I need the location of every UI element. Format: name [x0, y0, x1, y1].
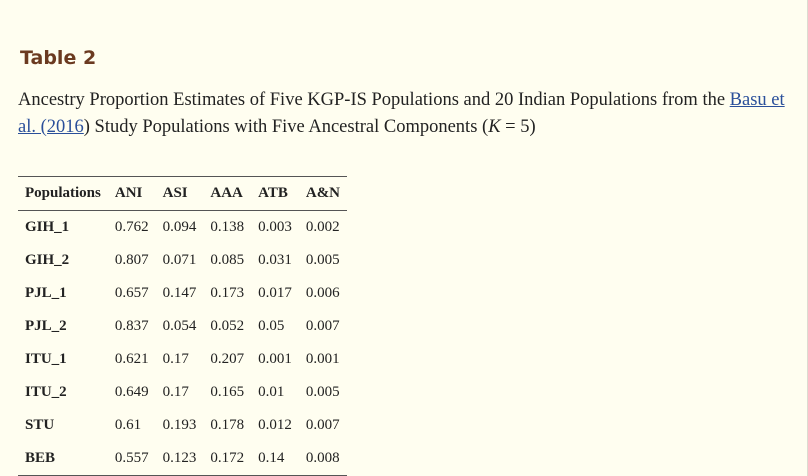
- table-cell: 0.01: [258, 384, 285, 400]
- table-cell: 0.621: [114, 351, 149, 367]
- population-name: GIH_2: [25, 252, 70, 268]
- column-header-populations: Populations: [25, 185, 101, 201]
- table-cell: 0.762: [114, 219, 149, 235]
- population-name: ITU_2: [25, 384, 67, 400]
- table-row: [18, 310, 347, 343]
- population-name: PJL_2: [25, 318, 67, 334]
- table-header-row: [18, 177, 347, 211]
- table-cell: 0.006: [305, 285, 340, 301]
- table-cell: 0.002: [305, 219, 340, 235]
- table-cell: 0.008: [305, 450, 340, 466]
- column-header-ani: ANI: [114, 185, 143, 201]
- column-header-atb: ATB: [258, 185, 288, 201]
- table-cell: 0.172: [210, 450, 245, 466]
- table-row: [18, 376, 347, 409]
- table-cell: 0.001: [305, 351, 340, 367]
- table-cell: 0.807: [114, 252, 149, 268]
- k-symbol: K: [488, 117, 501, 137]
- table-cell: 0.085: [210, 252, 245, 268]
- table-label: Table 2: [20, 47, 97, 69]
- table-cell: 0.123: [162, 450, 197, 466]
- table-cell: 0.837: [114, 318, 149, 334]
- table-row: [18, 211, 347, 245]
- table-cell: 0.178: [210, 417, 245, 433]
- table-cell: 0.147: [162, 285, 197, 301]
- population-name: STU: [25, 417, 55, 433]
- table-cell: 0.005: [305, 252, 340, 268]
- table-cell: 0.05: [258, 318, 285, 334]
- table-cell: 0.173: [210, 285, 245, 301]
- table-cell: 0.031: [258, 252, 292, 268]
- column-header-asi: ASI: [162, 185, 188, 201]
- table-cell: 0.649: [114, 384, 149, 400]
- table-cell: 0.165: [210, 384, 245, 400]
- table-cell: 0.017: [258, 285, 292, 301]
- caption-text: Ancestry Proportion Estimates of Five KGP-IS Populations and 20 Indian Populations from the: [18, 90, 730, 110]
- table-cell: 0.052: [210, 318, 245, 334]
- table-cell: 0.005: [305, 384, 340, 400]
- table-cell: 0.17: [162, 351, 189, 367]
- table-cell: 0.007: [305, 417, 340, 433]
- table-cell: 0.094: [162, 219, 197, 235]
- table-cell: 0.61: [114, 417, 142, 433]
- caption-text: ) Study Populations with Five Ancestral Components (: [83, 117, 489, 137]
- population-name: PJL_1: [25, 285, 67, 301]
- table-caption: [18, 87, 798, 141]
- table-cell: 0.138: [210, 219, 245, 235]
- table-row: [18, 442, 347, 476]
- table-cell: 0.003: [258, 219, 292, 235]
- population-name: ITU_1: [25, 351, 67, 367]
- caption-text: = 5): [500, 117, 536, 137]
- basu-citation-link[interactable]: Basu et al. (2016: [18, 90, 785, 137]
- table-row: [18, 277, 347, 310]
- table-cell: 0.17: [162, 384, 189, 400]
- table-row: [18, 343, 347, 376]
- table-cell: 0.001: [258, 351, 292, 367]
- table-cell: 0.657: [114, 285, 149, 301]
- table-cell: 0.557: [114, 450, 149, 466]
- column-header-an: A&N: [305, 185, 341, 201]
- table-cell: 0.012: [258, 417, 292, 433]
- table-row: [18, 409, 347, 442]
- table-cell: 0.14: [258, 450, 285, 466]
- population-name: GIH_1: [25, 219, 70, 235]
- table-cell: 0.007: [305, 318, 340, 334]
- table-cell: 0.054: [162, 318, 197, 334]
- column-header-aaa: AAA: [210, 185, 243, 201]
- population-name: BEB: [25, 450, 56, 466]
- ancestry-table: [18, 176, 347, 476]
- table-row: [18, 244, 347, 277]
- table-cell: 0.071: [162, 252, 197, 268]
- table-cell: 0.207: [210, 351, 245, 367]
- table-cell: 0.193: [162, 417, 197, 433]
